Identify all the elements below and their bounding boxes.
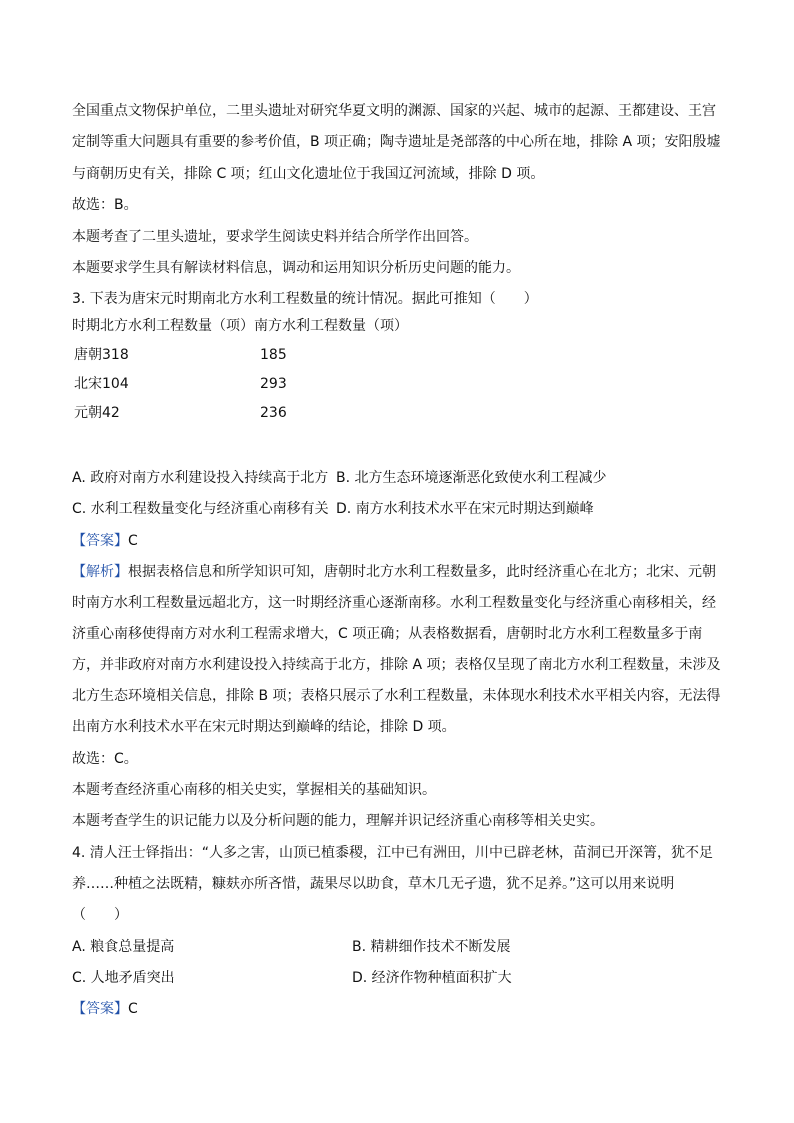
option-b: B. 精耕细作技术不断发展 xyxy=(352,939,511,955)
answer-value: C xyxy=(128,533,138,549)
analysis-text: 根据表格信息和所学知识可知，唐朝时北方水利工程数量多，此时经济重心在北方；北宋、元朝 xyxy=(128,564,716,580)
analysis-line: 方，并非政府对南方水利建设投入持续高于北方，排除 A 项；表格仅呈现了南北方水利工程数量，未涉及 xyxy=(72,657,721,673)
note-line: 本题考查学生的识记能力以及分析问题的能力，理解并识记经济重心南移等相关史实。 xyxy=(72,813,604,829)
answer-value: C xyxy=(128,1001,138,1017)
conclusion-line: 故选：C。 xyxy=(72,751,138,767)
question-stem: 养……种植之法既精，糠麸亦所吝惜，蔬果尽以助食，草木几无孑遗，犹不足养。”这可以用来说明 xyxy=(72,876,675,892)
option-c: C. 水利工程数量变化与经济重心南移有关 xyxy=(72,501,329,517)
option-d: D. 南方水利技术水平在宋元时期达到巅峰 xyxy=(336,501,594,517)
option-a: A. 粮食总量提高 xyxy=(72,939,175,955)
option-d: D. 经济作物种植面积扩大 xyxy=(352,970,512,986)
paragraph-line: 与商朝历史有关，排除 C 项；红山文化遗址位于我国辽河流域，排除 D 项。 xyxy=(72,166,545,182)
paragraph-line: 全国重点文物保护单位，二里头遗址对研究华夏文明的渊源、国家的兴起、城市的起源、王都建设、王宫 xyxy=(72,103,716,119)
answer-tag: 【答案】 xyxy=(72,1001,128,1017)
answer-line xyxy=(72,999,732,1019)
answer-tag: 【答案】 xyxy=(72,533,128,549)
table-header: 时期北方水利工程数量（项）南方水利工程数量（项） xyxy=(72,318,408,334)
paragraph-line: 定制等重大问题具有重要的参考价值，B 项正确；陶寺遗址是尧部落的中心所在地，排除 A 项；安阳殷墟 xyxy=(72,134,721,150)
table-cell-south: 236 xyxy=(260,405,287,421)
table-cell-south: 293 xyxy=(260,376,287,392)
answer-line xyxy=(72,531,732,551)
question-stem: 3. 下表为唐宋元时期南北方水利工程数量的统计情况。据此可推知（ ） xyxy=(72,291,538,307)
analysis-line: 时南方水利工程数量远超北方，这一时期经济重心逐渐南移。水利工程数量变化与经济重心南移相关，经 xyxy=(72,595,716,611)
option-c: C. 人地矛盾突出 xyxy=(72,970,175,986)
option-b: B. 北方生态环境逐渐恶化致使水利工程减少 xyxy=(336,470,607,486)
option-a: A. 政府对南方水利建设投入持续高于北方 xyxy=(72,470,329,486)
question-stem: 4. 清人汪士铎指出：“人多之害，山顶已植黍稷，江中已有洲田，川中已辟老林，苗洞已开深箐，犹不足 xyxy=(72,845,714,861)
analysis-line: 出南方水利技术水平在宋元时期达到巅峰的结论，排除 D 项。 xyxy=(72,719,456,735)
table-cell-period: 唐朝318 xyxy=(74,347,129,363)
analysis-line xyxy=(72,562,732,582)
conclusion-line: 故选：B。 xyxy=(72,197,138,213)
table-cell-period: 元朝42 xyxy=(74,405,120,421)
table-cell-south: 185 xyxy=(260,347,287,363)
analysis-line: 北方生态环境相关信息，排除 B 项；表格只展示了水利工程数量，未体现水利技术水平相关内容，无法得 xyxy=(72,688,721,704)
note-line: 本题考查了二里头遗址，要求学生阅读史料并结合所学作出回答。 xyxy=(72,229,478,245)
analysis-line: 济重心南移使得南方对水利工程需求增大，C 项正确；从表格数据看，唐朝时北方水利工程数量多于南 xyxy=(72,626,703,642)
answer-blank: （ ） xyxy=(72,907,128,923)
note-line: 本题考查经济重心南移的相关史实，掌握相关的基础知识。 xyxy=(72,782,436,798)
analysis-tag: 【解析】 xyxy=(72,564,128,580)
table-cell-period: 北宋104 xyxy=(74,376,129,392)
note-line: 本题要求学生具有解读材料信息，调动和运用知识分析历史问题的能力。 xyxy=(72,260,520,276)
